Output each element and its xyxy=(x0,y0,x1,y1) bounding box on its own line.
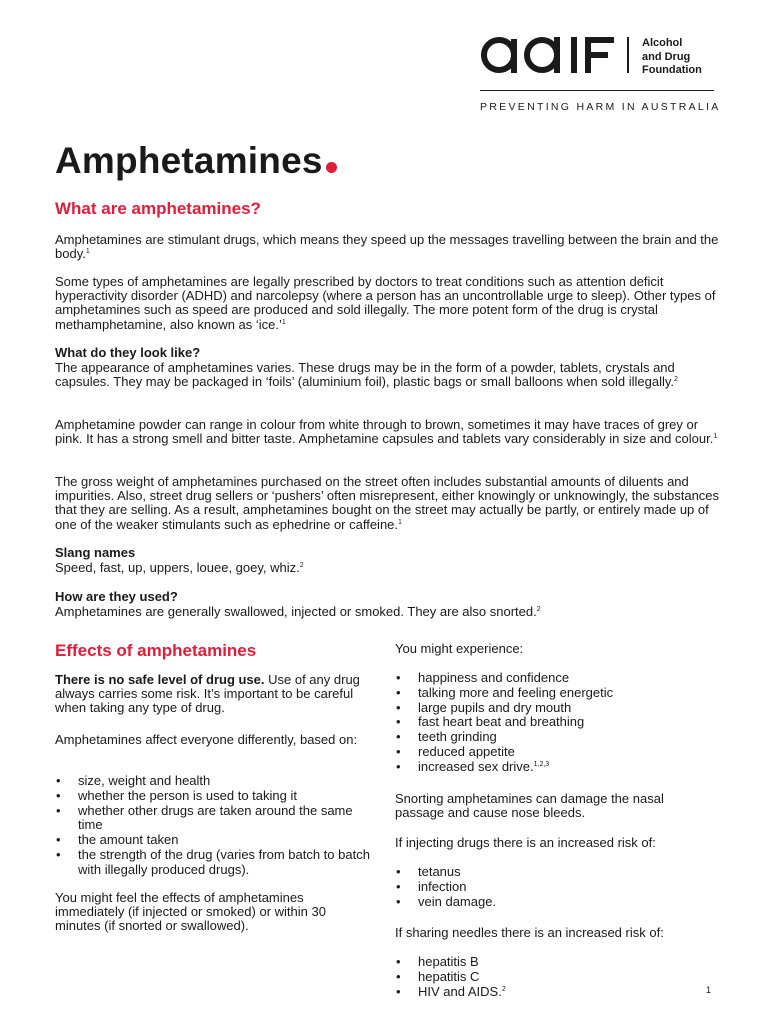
list-item xyxy=(395,985,715,1000)
paragraph: You might experience: xyxy=(395,641,524,656)
list-item: • hepatitis C xyxy=(395,970,715,985)
paragraph-text: Speed, fast, up, uppers, louee, goey, whiz. xyxy=(55,560,300,575)
header-rule xyxy=(480,90,714,91)
paragraph-text: The gross weight of amphetamines purchased on the street often includes substantial amounts of diluents and impurities. Also, street drug sellers or ‘pushers’ often misrepresent, either knowingly or unknowingly, the substances that they are selling. As a result, amphetamines bought on the street may actually be partly, or entirely made up of one of the weaker stimulants such as ephedrine or caffeine. xyxy=(55,474,720,532)
reference: 1 xyxy=(281,318,286,326)
paragraph xyxy=(55,605,720,619)
paragraph xyxy=(55,361,720,389)
paragraph-text: Amphetamines are generally swallowed, injected or smoked. They are also snorted. xyxy=(55,604,537,619)
factors-list xyxy=(55,774,370,878)
list-item: • tetanus xyxy=(395,865,715,880)
paragraph xyxy=(55,275,720,332)
page-title xyxy=(55,140,337,182)
list-item: • the strength of the drug (varies from batch to batch with illegally produced drugs). xyxy=(55,848,370,878)
adf-logo xyxy=(480,34,716,80)
reference: 2 xyxy=(299,562,304,569)
paragraph xyxy=(55,475,720,532)
list-item-text: increased sex drive. xyxy=(418,758,534,774)
paragraph-text: Amphetamine powder can range in colour from white through to brown, sometimes it may have traces of grey or pink. It has a strong smell and bitter taste. Amphetamine capsules and tablets vary considerably in size and colour. xyxy=(55,417,714,447)
list-item: • talking more and feeling energetic xyxy=(395,686,715,701)
list-item: • infection xyxy=(395,880,715,895)
paragraph: You might feel the effects of amphetamines immediately (if injected or smoked) or within 30 minutes (if snorted or swallowed). xyxy=(55,890,326,934)
reference: 2 xyxy=(536,606,541,613)
list-item: • size, weight and health xyxy=(55,774,370,789)
page-number: 1 xyxy=(706,985,712,995)
reference: 2 xyxy=(501,985,506,993)
list-item: • teeth grinding xyxy=(395,730,715,745)
effects-list xyxy=(395,671,715,775)
subheading-used: How are they used? xyxy=(55,589,178,604)
list-item: • the amount taken xyxy=(55,833,370,848)
paragraph-text: The appearance of amphetamines varies. These drugs may be in the form of a powder, tablets, crystals and capsules. They may be packaged in ‘foils’ (aluminium foil), plastic bags or small balloons when sold illegally. xyxy=(55,360,675,390)
subheading-look: What do they look like? xyxy=(55,345,201,360)
paragraph: Snorting amphetamines can damage the nasal passage and cause nose bleeds. xyxy=(395,791,664,821)
list-item: • happiness and confidence xyxy=(395,671,715,686)
reference: 1 xyxy=(85,248,90,256)
list-item: • fast heart beat and breathing xyxy=(395,715,715,730)
adf-logo-mark xyxy=(480,34,616,76)
paragraph: Amphetamines affect everyone differently, based on: xyxy=(55,732,358,747)
logo-text xyxy=(642,37,702,78)
paragraph xyxy=(55,233,720,261)
paragraph: If sharing needles there is an increased risk of: xyxy=(395,925,664,940)
paragraph xyxy=(55,673,367,716)
list-item: • whether the person is used to taking it xyxy=(55,789,370,804)
list-item: • whether other drugs are taken around the same time xyxy=(55,804,370,834)
list-item-text: HIV and AIDS. xyxy=(418,983,502,999)
list-item xyxy=(395,760,715,775)
logo-text-line: and Drug xyxy=(642,50,691,63)
section-heading-effects: Effects of amphetamines xyxy=(55,641,257,660)
title-dot xyxy=(326,162,337,173)
tagline: PREVENTING HARM IN AUSTRALIA xyxy=(480,101,721,113)
paragraph-text: Use of any drug always carries some risk. It’s important to be careful when taking any type of drug. xyxy=(55,672,360,716)
paragraph-text: Some types of amphetamines are legally prescribed by doctors to treat conditions such as attention deficit hyperactivity disorder (ADHD) and narcolepsy (where a person has an uncontrollable urge to sleep). Other types of amphetamines such as speed are produced and sold illegally. The more potent form of the drug is crystal methamphetamine, also known as ‘ice.’ xyxy=(55,274,716,332)
logo-text-line: Alcohol xyxy=(642,37,683,49)
section-heading-what: What are amphetamines? xyxy=(55,199,261,218)
paragraph: If injecting drugs there is an increased risk of: xyxy=(395,835,656,850)
reference: 2 xyxy=(674,376,678,384)
logo-divider xyxy=(627,37,629,73)
logo-text-line: Foundation xyxy=(642,64,702,76)
inject-risks-list xyxy=(395,865,715,909)
page-title-text: Amphetamines xyxy=(55,140,323,181)
reference: 1,2,3 xyxy=(533,760,550,768)
paragraph-bold: There is no safe level of drug use. xyxy=(55,672,265,687)
list-item: • reduced appetite xyxy=(395,745,715,760)
paragraph xyxy=(55,418,720,446)
list-item: • large pupils and dry mouth xyxy=(395,701,715,716)
subheading-slang: Slang names xyxy=(55,545,136,560)
reference: 1 xyxy=(398,518,402,526)
list-item: • vein damage. xyxy=(395,895,715,910)
paragraph-text: Amphetamines are stimulant drugs, which means they speed up the messages travelling between the brain and the body. xyxy=(55,232,719,262)
paragraph xyxy=(55,561,720,575)
share-risks-list xyxy=(395,955,715,999)
reference: 1 xyxy=(713,433,718,441)
list-item: • hepatitis B xyxy=(395,955,715,970)
